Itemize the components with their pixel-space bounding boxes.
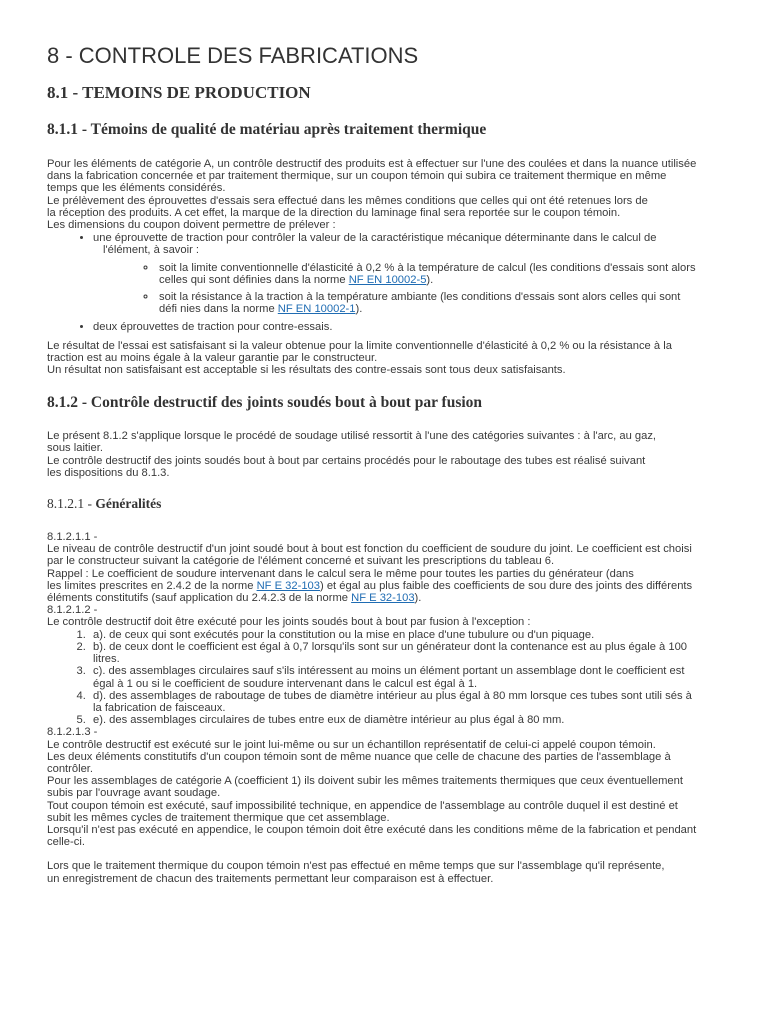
link-nf-en-10002-1[interactable]: NF EN 10002-1 <box>277 303 356 316</box>
link-nf-e-32-103[interactable]: NF E 32-103 <box>256 579 320 592</box>
list-item: 5. e). des assemblages circulaires de tubes entre eux de diamètre intérieur au plus égal à 80 mm. <box>89 714 727 726</box>
link-nf-en-10002-5[interactable]: NF EN 10002-5 <box>348 273 427 286</box>
chapter-title: 8 - CONTROLE DES FABRICATIONS <box>47 43 419 68</box>
list-item: 3. c). des assemblages circulaires sauf s'ils intéressent au moins un élément portant un assemblage dont le coefficient est égal à 1 ou si le coefficient de soudure intervenant dans le calcul est égal à 1. <box>89 665 727 689</box>
paragraph-81213: 8.1.2.1.3 - Le contrôle destructif est exécuté sur le joint lui-même ou sur un échantillon représentatif de celui-ci appelé coupon témoin. Les deux éléments constitutifs d'un coupon témoin sont de même nuance que celle de chacune des parties de l'assemblage à contrôler. Pour les assemblages de catégorie A (coefficient 1) ils doivent subir les mêmes traitements thermiques que ceux éventuellement subis par l'ouvrage avant soudage. Tout coupon témoin est exécuté, sauf impossibilité technique, en appendice de l'assemblage au contrôle duquel il est destiné et subit les mêmes cycles de traitement thermique que cet assemblage. Lorsqu'il n'est pas exécuté en appendice, le coupon témoin doit être exécuté dans les conditions même de la fabrication et pendant celle-ci. <box>47 726 697 849</box>
list-item: 2. b). de ceux dont le coefficient est égal à 0,7 lorsqu'ils sont sur un générateur dont la contenance est au plus égale à 100 litres. <box>89 641 727 665</box>
sub-list <box>93 262 727 316</box>
section-title-8-1-1: 8.1.1 - Témoins de qualité de matériau après traitement thermique <box>47 121 487 138</box>
paragraph-812: Le présent 8.1.2 s'applique lorsque le procédé de soudage utilisé ressortit à l'une des catégories suivantes : à l'arc, au gaz, sous laitier. Le contrôle destructif des joints soudés bout à bout par certains procédés pour le raboutage des tubes est réalisé suivant les dispositions du 8.1.3. <box>47 430 657 479</box>
list-item: 1. a). de ceux qui sont exécutés pour la constitution ou la mise en place d'une tubulure ou d'un piquage. <box>89 629 727 641</box>
paragraph-811-1: Pour les éléments de catégorie A, un contrôle destructif des produits est à effectuer sur l'une des coulées et dans la nuance utilisée dans la fabrication concernée et par traitement thermique, sur un coupon témoin qui subira ce traitement thermique en même temps que les éléments considérés. Le prélèvement des éprouvettes d'essais sera effectué dans les mêmes conditions que celles qui ont été retenues lors de la réception des produits. A cet effet, la marque de la direction du laminage final sera reportée sur le coupon témoin. Les dimensions du coupon doivent permettre de prélever : <box>47 158 697 232</box>
sub-item-resistance: ◦ soit la résistance à la traction à la température ambiante (les conditions d'essais sont alors celles qui sont défi nies dans la norme NF EN 10002-1). <box>157 291 727 315</box>
exception-list <box>47 629 727 727</box>
bullet-item-contre-essais: • deux éprouvettes de traction pour contre-essais. <box>93 321 727 333</box>
section-title-8-1-2: 8.1.2 - Contrôle destructif des joints soudés bout à bout par fusion <box>47 394 483 412</box>
paragraph-811-result: Le résultat de l'essai est satisfaisant si la valeur obtenue pour la limite conventionnelle d'élasticité à 0,2 % ou la résistance à la traction est au moins égale à la valeur garantie par le constructeur. Un résultat non satisfaisant est acceptable si les résultats des contre-essais sont tous deux satisfaisants. <box>47 339 672 377</box>
section-title-8-1-2-1: 8.1.2.1 - Généralités <box>47 496 162 512</box>
link-nf-e-32-103-2[interactable]: NF E 32-103 <box>351 592 415 605</box>
sub-item-limite: ◦ soit la limite conventionnelle d'élasticité à 0,2 % à la température de calcul (les conditions d'essais sont alors celles qui sont définies dans la norme NF EN 10002-5). <box>157 262 727 286</box>
list-item: 4. d). des assemblages de raboutage de tubes de diamètre intérieur au plus égal à 80 mm lorsque ces tubes sont utili sés à la fabrication de faisceaux. <box>89 690 727 714</box>
paragraph-8121: 8.1.2.1.1 - Le niveau de contrôle destructif d'un joint soudé bout à bout est fonction du coefficient de soudure du joint. Le coefficient est choisi par le constructeur suivant la catégorie de l'élément concerné et suivant les prescriptions du tableau 6. Rappel : Le coefficient de soudure intervenant dans le calcul sera le même pour toutes les parties du générateur (dans les limites prescrites en 2.4.2 de la norme NF E 32-103) et égal au plus faible des coefficients de sou dure des joints des différents éléments constitutifs (sauf application du 2.4.2.3 de la norme NF E 32-103). 8.1.2.1.2 - Le contrôle destructif doit être exécuté pour les joints soudés bout à bout par fusion à l'exception : <box>47 531 693 629</box>
bullet-list-811 <box>47 232 727 333</box>
bullet-item-traction: • une éprouvette de traction pour contrôler la valeur de la caractéristique mécanique déterminante dans le calcul de l'élément, à savoir : ◦ soit la limite conventionnelle d'élasticité à 0,2 % à la température de calcul (les conditions d'essais sont alors celles qui sont définies dans la norme NF EN 10002-5). ◦ soit la résistance à la traction à la température ambiante (les conditions d'essais sont alors celles qui sont défi nies dans la norme NF EN 10002-1). <box>93 232 727 315</box>
section-title-8-1: 8.1 - TEMOINS DE PRODUCTION <box>47 83 311 102</box>
paragraph-last: Lors que le traitement thermique du coupon témoin n'est pas effectué en même temps que sur l'assemblage qu'il représente, un enregistrement de chacun des traitements permettant leur comparaison est à effectuer. <box>47 860 665 885</box>
